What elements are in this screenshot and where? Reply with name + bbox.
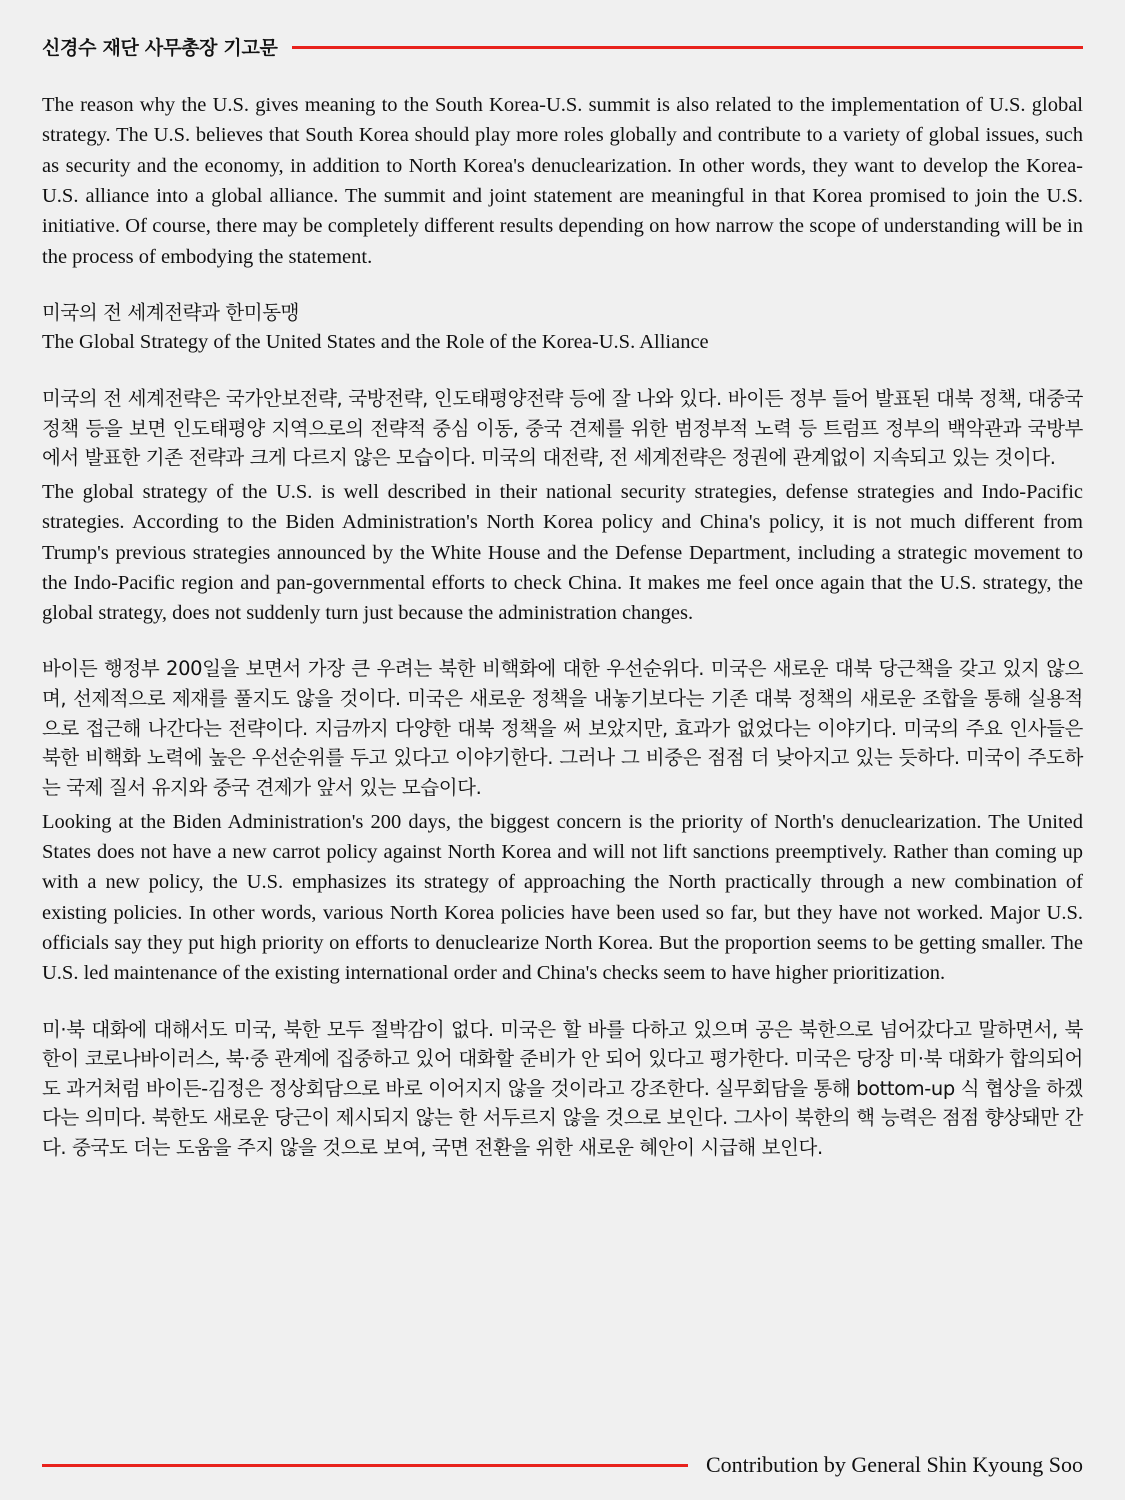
spacer bbox=[42, 628, 1083, 654]
document-header bbox=[42, 28, 1083, 64]
paragraph-2-en: The global strategy of the U.S. is well described in their national security strategies, defense strategies and Indo-Pacific strategies. According to the Biden Administration's North Korea policy and China's policy, it is not much different from Trump's previous strategies announced by the White House and the Defense Department, including a strategic movement to the Indo-Pacific region and pan-governmental efforts to check China. It makes me feel once again that the U.S. strategy, the global strategy, does not suddenly turn just because the administration changes. bbox=[42, 480, 1083, 625]
paragraph-4-ko: 미·북 대화에 대해서도 미국, 북한 모두 절박감이 없다. 미국은 할 바를 다하고 있으며 공은 북한으로 넘어갔다고 말하면서, 북한이 코로나바이러스, 북·중 관계에 집중하고 있어 대화할 준비가 안 되어 있다고 평가한다. 미국은 당장 미·북 대화가 합의되어도 과거처럼 바이든-김정은 정상회담으로 바로 이어지지 않을 것이라고 강조한다. 실무회담을 통해 bottom-up 식 협상을 하겠다는 의미다. 북한도 새로운 당근이 제시되지 않는 한 서두르지 않을 것으로 보인다. 그사이 북한의 핵 능력은 점점 향상돼만 간다. 중국도 더는 도움을 주지 않을 것으로 보여, 국면 전환을 위한 새로운 혜안이 시급해 보인다. bbox=[42, 1017, 1083, 1160]
paragraph-3-ko: 바이든 행정부 200일을 보면서 가장 큰 우려는 북한 비핵화에 대한 우선순위다. 미국은 새로운 대북 당근책을 갖고 있지 않으며, 선제적으로 제재를 풀지도 않을 것이다. 미국은 새로운 정책을 내놓기보다는 기존 대북 정책의 새로운 조합을 통해 실용적으로 접근해 나간다는 전략이다. 지금까지 다양한 대북 정책을 써 보았지만, 효과가 없었다는 이야기다. 미국의 주요 인사들은 북한 비핵화 노력에 높은 우선순위를 두고 있다고 이야기한다. 그러나 그 비중은 점점 더 낮아지고 있는 듯하다. 미국이 주도하는 국제 질서 유지와 중국 견제가 앞서 있는 모습이다. bbox=[42, 657, 1083, 799]
paragraph-intro-en: The reason why the U.S. gives meaning to the South Korea-U.S. summit is also related to the implementation of U.S. global strategy. The U.S. believes that South Korea should play more roles globally and contribute to a variety of global issues, such as security and the economy, in addition to North Korea's denuclearization. In other words, they want to develop the Korea-U.S. alliance into a global alliance. The summit and joint statement are meaningful in that Korea promised to join the U.S. initiative. Of course, there may be completely different results depending on how narrow the scope of understanding will be in the process of embodying the statement. bbox=[42, 94, 1083, 268]
document-body bbox=[42, 90, 1083, 1163]
section-heading-en: The Global Strategy of the United States and the Role of the Korea-U.S. Alliance bbox=[42, 331, 709, 354]
spacer bbox=[42, 989, 1083, 1015]
page-title: 신경수 재단 사무총장 기고문 bbox=[42, 36, 278, 59]
header-divider bbox=[292, 46, 1083, 49]
footer-credit: Contribution by General Shin Kyoung Soo bbox=[705, 1452, 1083, 1477]
paragraph-3-en: Looking at the Biden Administration's 200 days, the biggest concern is the priority of North's denuclearization. The United States does not have a new carrot policy against North Korea and will not lift sanctions preemptively. Rather than coming up with a new policy, the U.S. emphasizes its strategy of approaching the North practically through a new combination of existing policies. In other words, various North Korea policies have been used so far, but they have not worked. Major U.S. officials say they put high priority on efforts to denuclearize North Korea. But the proportion seems to be getting smaller. The U.S. led maintenance of the existing international order and China's checks seem to have higher prioritization. bbox=[42, 810, 1083, 985]
spacer bbox=[42, 272, 1083, 298]
section-heading-ko: 미국의 전 세계전략과 한미동맹 bbox=[42, 300, 300, 324]
paragraph-2-ko: 미국의 전 세계전략은 국가안보전략, 국방전략, 인도태평양전략 등에 잘 나와 있다. 바이든 정부 들어 발표된 대북 정책, 대중국 정책 등을 보면 인도태평양 지역으로의 전략적 중심 이동, 중국 견제를 위한 범정부적 노력 등 트럼프 정부의 백악관과 국방부에서 발표한 기존 전략과 크게 다르지 않은 모습이다. 미국의 대전략, 전 세계전략은 정권에 관계없이 지속되고 있는 것이다. bbox=[42, 386, 1083, 470]
document-footer bbox=[42, 1452, 1083, 1478]
spacer bbox=[42, 358, 1083, 384]
footer-divider bbox=[42, 1464, 688, 1467]
